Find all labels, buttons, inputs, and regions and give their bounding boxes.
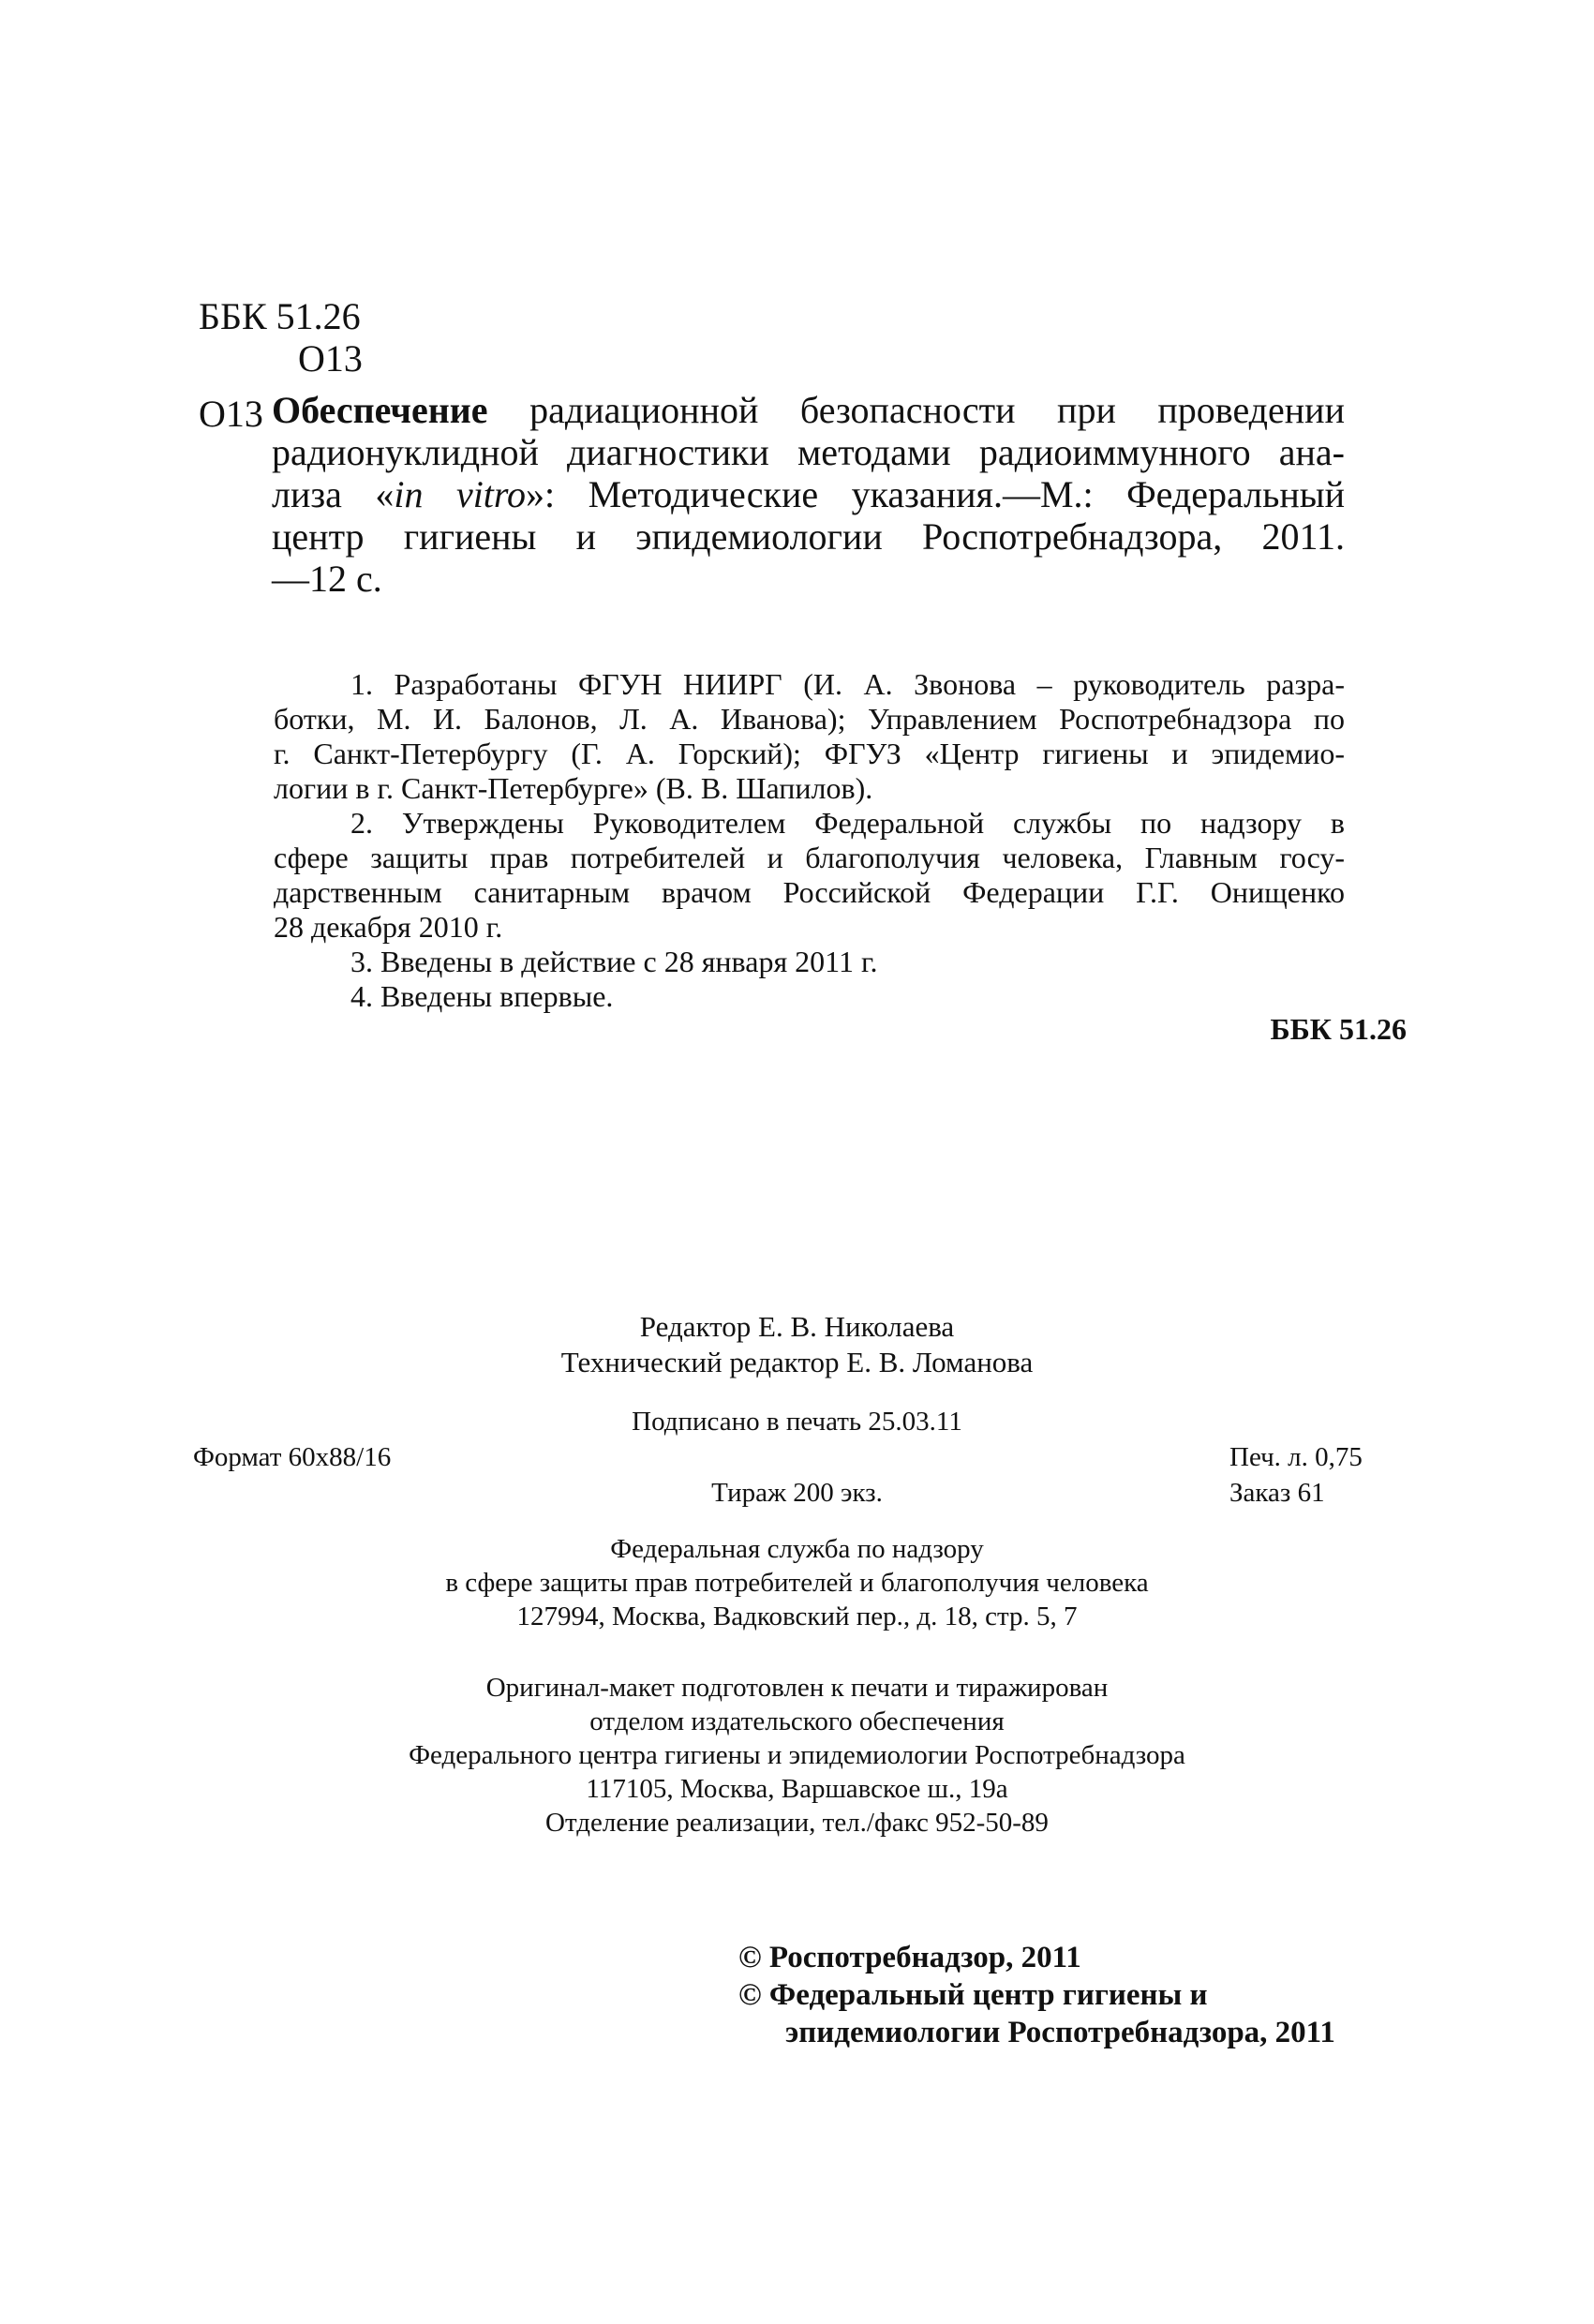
note-4: 4. Введены впервые. [350,979,614,1013]
copyright-line-3: эпидемиологии Роспотребнадзора, 2011 [785,2016,1335,2049]
title-bold-word: Обеспечение [272,389,488,431]
paper-format: Формат 60x88/16 [193,1442,392,1472]
title-line-1-rest: радиационной безопасности при проведении [487,389,1345,431]
note-2-line-3: дарственным санитарным врачом Российской Федерации Г.Г. Онищенко [274,875,1345,909]
printed-sheets: Печ. л. 0,75 [1229,1442,1363,1472]
title-line-3 [272,473,1345,515]
author-code-left: О13 [199,393,263,435]
title-line-1 [272,389,1345,431]
note-1-line-3: г. Санкт-Петербургу (Г. А. Горский); ФГУЗ «Центр гигиены и эпидемио- [274,737,1345,770]
note-2-line-4: 28 декабря 2010 г. [274,910,503,944]
author-code-top: О13 [298,337,363,380]
signed-to-print: Подписано в печать 25.03.11 [632,1407,962,1437]
note-3: 3. Введены в действие с 28 января 2011 г. [350,945,878,978]
title-line-4: центр гигиены и эпидемиологии Роспотребнадзора, 2011. [272,515,1345,558]
copyright-line-2: © Федеральный центр гигиены и [738,1978,1208,2012]
title-line-2: радионуклидной диагностики методами радиоиммунного ана- [272,431,1345,473]
tech-editor-line: Технический редактор Е. В. Ломанова [560,1346,1034,1378]
order-number: Заказ 61 [1229,1478,1325,1508]
title-italic-in-vitro: in vitro [394,473,527,515]
bbk-index-bottom: ББК 51.26 [1270,1012,1407,1046]
copyright-line-1: © Роспотребнадзор, 2011 [738,1941,1081,1974]
publisher-address: 127994, Москва, Вадковский пер., д. 18, стр. 5, 7 [516,1601,1078,1631]
copyright-block [738,1939,1335,2051]
editor-line: Редактор Е. В. Николаева [639,1310,955,1343]
development-notes [274,667,1345,1014]
bbk-index-top: ББК 51.26 [199,295,361,337]
title-line-3-pre: лиза « [272,473,395,515]
note-1-line-4: логии в г. Санкт-Петербурге» (В. В. Шапилов). [274,771,873,805]
note-2-line-2: сфере защиты прав потребителей и благополучия человека, Главным госу- [274,841,1345,874]
publisher-line-1: Федеральная служба по надзору [610,1534,984,1564]
layout-line-2: отделом издательского обеспечения [589,1706,1005,1736]
publisher-line-2: в сфере защиты прав потребителей и благополучия человека [445,1568,1149,1598]
title-line-5: —12 с. [272,558,382,600]
layout-line-1: Оригинал-макет подготовлен к печати и тиражирован [485,1673,1109,1703]
bibliographic-description [272,389,1345,600]
note-2-line-1: 2. Утверждены Руководителем Федеральной службы по надзору в [350,806,1345,840]
title-line-3-post: »: Методические указания.—М.: Федеральный [526,473,1346,515]
circulation: Тираж 200 экз. [711,1478,883,1508]
layout-address: 117105, Москва, Варшавское ш., 19а [586,1774,1008,1804]
sales-department: Отделение реализации, тел./факс 952-50-89 [545,1808,1049,1838]
note-1-line-1: 1. Разработаны ФГУН НИИРГ (И. А. Звонова – руководитель разра- [350,667,1345,701]
note-1-line-2: ботки, М. И. Балонов, Л. А. Иванова); Управлением Роспотребнадзора по [274,702,1345,736]
layout-line-3: Федерального центра гигиены и эпидемиологии Роспотребнадзора [409,1740,1185,1770]
